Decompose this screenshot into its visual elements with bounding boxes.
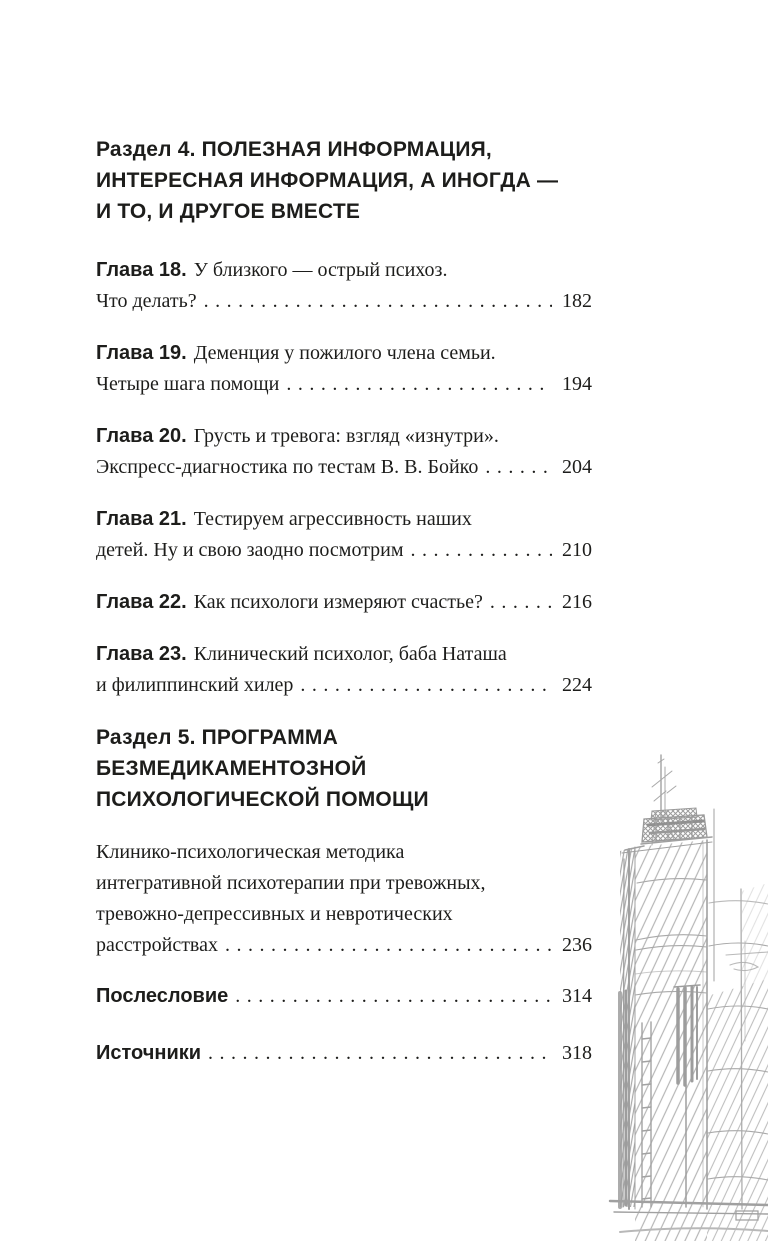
chapter-label: Глава 21.: [96, 508, 187, 530]
skyscraper-sketch-illustration: [608, 741, 768, 1241]
toc-entry-chapter-19: [96, 338, 592, 400]
chapter-title-text: детей. Ну и свою заодно посмотрим: [96, 539, 404, 561]
page-number: 210: [562, 539, 592, 561]
toc-entry-sources: [96, 1038, 592, 1069]
dot-leader: [411, 535, 552, 566]
chapter-title-text: Что делать?: [96, 290, 197, 312]
section-4-heading: [96, 134, 592, 227]
chapter-label: Глава 18.: [96, 259, 187, 281]
chapter-title-line: [96, 587, 592, 618]
dot-leader: [235, 981, 552, 1012]
chapter-label: Глава 20.: [96, 425, 187, 447]
section-5-heading: [96, 722, 592, 815]
chapter-title-text: Грусть и тревога: взгляд «изнутри».: [193, 425, 499, 447]
toc-entry-afterword: [96, 981, 592, 1012]
chapter-title-line: [96, 504, 592, 535]
chapter-title-line: [96, 286, 592, 317]
section-4-heading-line-2: ИНТЕРЕСНАЯ ИНФОРМАЦИЯ, А ИНОГДА —: [96, 169, 559, 192]
chapter-title-text: Как психологи измеряют счастье?: [193, 591, 483, 613]
page-number: 216: [562, 591, 592, 613]
program-line: Клинико-психологическая методика: [96, 841, 405, 863]
chapter-title-text: Деменция у пожилого члена семьи.: [193, 342, 496, 364]
toc-entry-chapter-23: [96, 639, 592, 701]
chapter-label: Глава 22.: [96, 591, 187, 613]
table-of-contents: [96, 134, 592, 1090]
chapter-title-line: [96, 338, 592, 369]
chapter-title-line: [96, 255, 592, 286]
dot-leader: [204, 286, 552, 317]
afterword-label: Послесловие: [96, 985, 229, 1007]
chapter-title-text: Четыре шага помощи: [96, 373, 280, 395]
dot-leader: [485, 452, 552, 483]
dot-leader: [225, 930, 552, 961]
section-5-heading-line-1: Раздел 5. ПРОГРАММА: [96, 726, 338, 749]
dot-leader: [490, 587, 552, 618]
dot-leader: [208, 1038, 552, 1069]
sketch-penthouse: [642, 808, 707, 842]
program-line: [96, 930, 592, 961]
chapter-title-text: и филиппинский хилер: [96, 674, 294, 696]
program-line-text: расстройствах: [96, 934, 218, 956]
page-number: 314: [562, 985, 592, 1007]
chapter-title-text: Клинический психолог, баба Наташа: [193, 643, 507, 665]
page-number: 224: [562, 674, 592, 696]
dot-leader: [286, 369, 552, 400]
sources-label: Источники: [96, 1042, 202, 1064]
chapter-title-line: [96, 670, 592, 701]
sources-line: [96, 1038, 592, 1069]
chapter-title-text: У близкого — острый психоз.: [193, 259, 448, 281]
page-number: 318: [562, 1042, 592, 1064]
program-line: интегративной психотерапии при тревожных,: [96, 872, 486, 894]
program-line: тревожно-депрессивных и невротических: [96, 903, 453, 925]
page-number: 182: [562, 290, 592, 312]
toc-entry-chapter-20: [96, 421, 592, 483]
chapter-title-line: [96, 639, 592, 670]
section-4-heading-line-3: И ТО, И ДРУГОЕ ВМЕСТЕ: [96, 200, 361, 223]
page-number: 194: [562, 373, 592, 395]
section-5-heading-line-2: БЕЗМЕДИКАМЕНТОЗНОЙ: [96, 757, 367, 780]
page-number: 236: [562, 934, 592, 956]
toc-entry-chapter-18: [96, 255, 592, 317]
section-5-heading-line-3: ПСИХОЛОГИЧЕСКОЙ ПОМОЩИ: [96, 788, 429, 811]
chapter-title-line: [96, 421, 592, 452]
chapter-label: Глава 23.: [96, 643, 187, 665]
chapter-title-line: [96, 452, 592, 483]
section-4-heading-line-1: Раздел 4. ПОЛЕЗНАЯ ИНФОРМАЦИЯ,: [96, 138, 492, 161]
toc-entry-program: [96, 837, 592, 961]
page-number: 204: [562, 456, 592, 478]
toc-entry-chapter-21: [96, 504, 592, 566]
afterword-line: [96, 981, 592, 1012]
chapter-title-text: Экспресс-диагностика по тестам В. В. Бойко: [96, 456, 479, 478]
chapter-label: Глава 19.: [96, 342, 187, 364]
chapter-title-line: [96, 535, 592, 566]
chapter-title-line: [96, 369, 592, 400]
toc-entry-chapter-22: [96, 587, 592, 618]
dot-leader: [300, 670, 552, 701]
chapter-title-text: Тестируем агрессивность наших: [193, 508, 472, 530]
